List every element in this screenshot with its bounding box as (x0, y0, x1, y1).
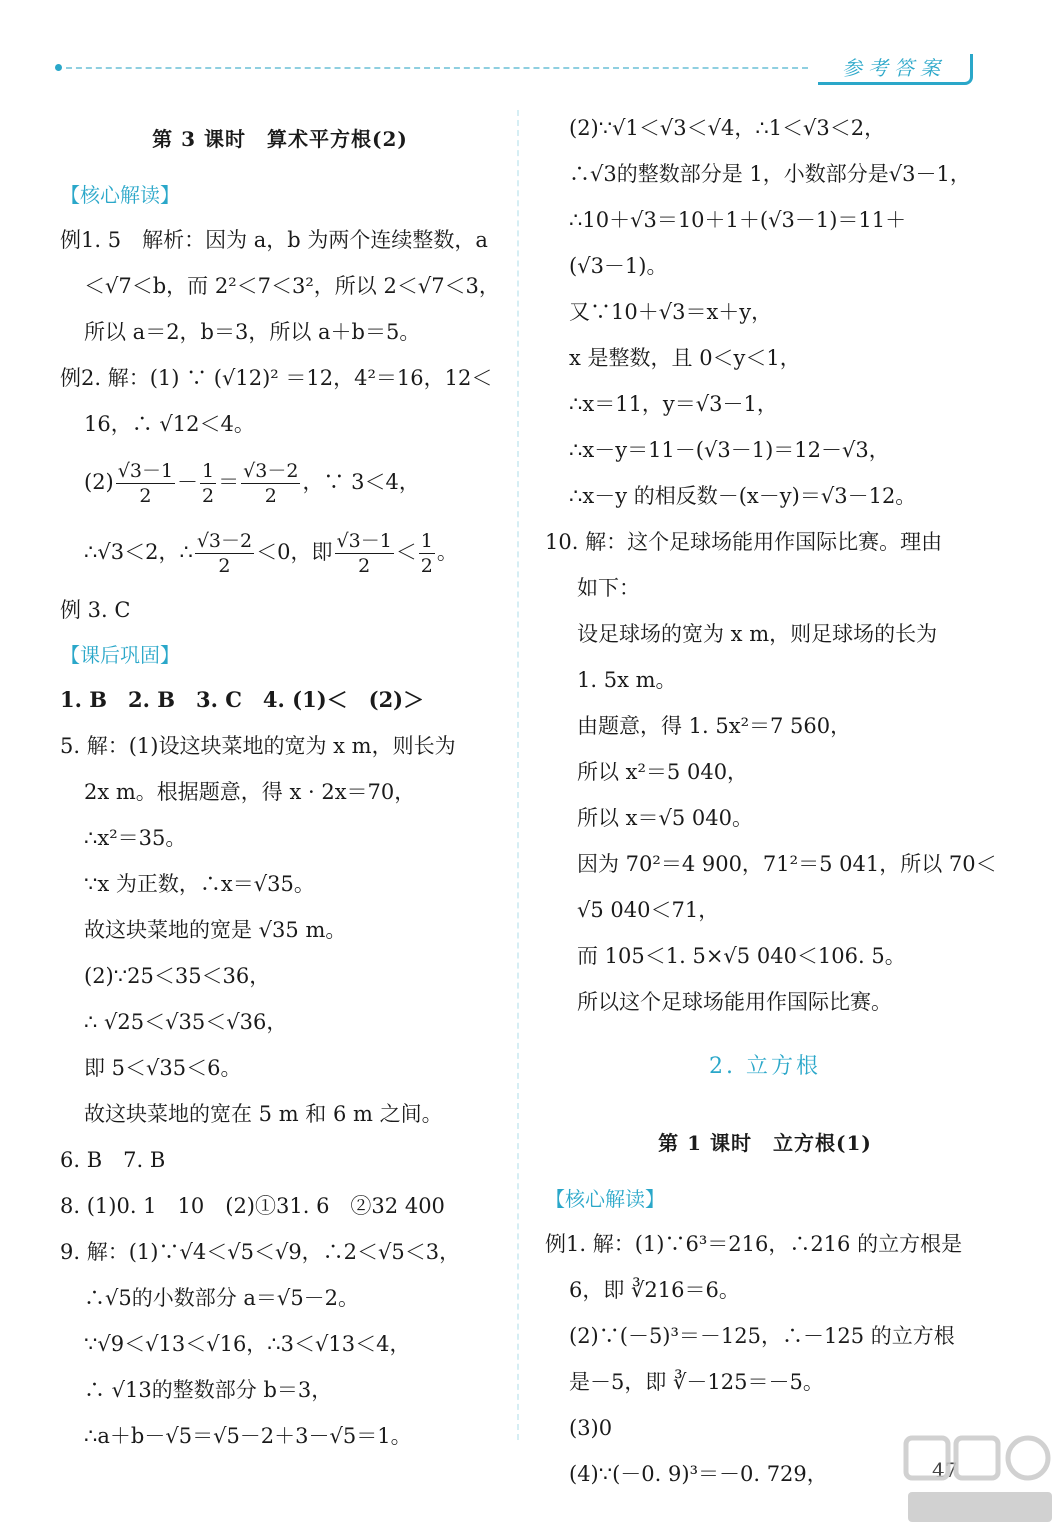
fraction (116, 459, 175, 507)
header-tab-label: 参考答案 (818, 54, 973, 85)
question-9-part-2-line-3: ∴10＋√3＝10＋1＋(√3－1)＝11＋ (569, 208, 907, 232)
example-1b-line-6: (4)∵(－0. 9)³＝－0. 729， (569, 1462, 828, 1486)
answers-6-7: 6. B 7. B (60, 1148, 166, 1172)
question-10-line-2: 如下： (577, 576, 640, 600)
fraction-numerator: 1 (420, 529, 433, 552)
section-tag-core-2: 【核心解读】 (545, 1187, 665, 1211)
left-column (60, 105, 500, 1459)
question-10-line-4: 1. 5x m。 (577, 668, 677, 692)
question-10-line-5: 由题意，得 1. 5x²＝7 560， (577, 714, 852, 738)
example-1b-line-1: 例1. 解：(1)∵6³＝216，∴216 的立方根是 (545, 1232, 963, 1256)
question-9-part-2-line-8: ∴x－y＝11－(√3－1)＝12－√3， (569, 438, 890, 462)
watermark-logo (900, 1430, 1060, 1530)
question-10-line-1: 10. 解：这个足球场能用作国际比赛。理由 (545, 530, 943, 554)
question-5-line-2: 2x m。根据题意，得 x · 2x＝70， (84, 780, 416, 804)
fraction (195, 529, 254, 577)
question-8: 8. (1)0. 1 10 (2)①31. 6 ②32 400 (60, 1194, 445, 1218)
right-column (545, 105, 997, 1497)
question-9-part-2-line-1: (2)∵√1＜√3＜√4，∴1＜√3＜2， (569, 116, 886, 140)
question-5-line-3: ∴x²＝35。 (84, 826, 187, 850)
fraction (200, 459, 216, 507)
question-10-line-8: 因为 70²＝4 900，71²＝5 041，所以 70＜ (577, 852, 997, 876)
example-2-line-1: 例2. 解：(1) ∵ (√12)² ＝12，4²＝16，12＜ (60, 366, 493, 390)
text-run: ＝ (218, 470, 240, 494)
question-10-line-6: 所以 x²＝5 040， (577, 760, 749, 784)
question-5-line-6: (2)∵25＜35＜36， (84, 964, 271, 988)
text-run: ＜ (395, 540, 417, 564)
question-10-line-10: 而 105＜1. 5×√5 040＜106. 5。 (577, 944, 906, 968)
question-9-line-2: ∴√5的小数部分 a＝√5－2。 (84, 1286, 360, 1310)
page-number: 47 (932, 1458, 958, 1482)
lesson-title-2: 第 1 课时 立方根(1) (658, 1131, 872, 1155)
question-5-line-7: ∴ √25＜√35＜√36， (84, 1010, 288, 1034)
fraction-numerator: √3－1 (117, 459, 174, 482)
text-run: ∴√3＜2，∴ (84, 540, 193, 564)
question-10-line-11: 所以这个足球场能用作国际比赛。 (577, 990, 892, 1014)
text-run: 。 (436, 540, 458, 564)
fraction (335, 529, 394, 577)
fraction-denominator: 2 (202, 484, 215, 507)
fraction-numerator: √3－2 (243, 459, 299, 482)
example-1b-line-3: (2)∵(－5)³＝－125，∴－125 的立方根 (569, 1324, 955, 1348)
example-2-line-4 (60, 517, 500, 587)
question-9-line-3: ∵√9＜√13＜√16，∴3＜√13＜4， (84, 1332, 411, 1356)
question-10-line-7: 所以 x＝√5 040。 (577, 806, 754, 830)
header-dashed-line (66, 67, 808, 69)
question-9-part-2-line-2: ∴√3的整数部分是 1，小数部分是√3－1， (569, 162, 971, 186)
question-9-part-2-line-6: x 是整数，且 0＜y＜1， (569, 346, 801, 370)
example-1b-line-4: 是－5，即 ∛－125＝－5。 (569, 1370, 824, 1394)
section-tag-review: 【课后巩固】 (60, 643, 180, 667)
question-10-line-3: 设足球场的宽为 x m，则足球场的长为 (577, 622, 938, 646)
text-run: ，∵ 3＜4， (302, 470, 420, 494)
page-header (0, 0, 1063, 100)
fraction (419, 529, 435, 577)
question-9-line-1: 9. 解：(1)∵√4＜√5＜√9，∴2＜√5＜3， (60, 1240, 461, 1264)
question-10-line-9: √5 040＜71， (577, 898, 720, 922)
text-run: (2) (84, 470, 114, 494)
fraction-denominator: 2 (358, 554, 371, 577)
lesson-title: 第 3 课时 算术平方根(2) (152, 127, 408, 151)
question-9-line-5: ∴a＋b－√5＝√5－2＋3－√5＝1。 (84, 1424, 412, 1448)
example-2-line-2: 16，∴ √12＜4。 (84, 412, 255, 436)
question-5-line-9: 故这块菜地的宽在 5 m 和 6 m 之间。 (84, 1102, 443, 1126)
fraction-numerator: 1 (202, 459, 215, 482)
question-5-line-1: 5. 解：(1)设这块菜地的宽为 x m，则长为 (60, 734, 456, 758)
text-run: ＜0，即 (256, 540, 333, 564)
question-9-part-2-line-7: ∴x＝11，y＝√3－1， (569, 392, 778, 416)
example-2-line-3 (60, 447, 500, 517)
answers-1-4: 1. B 2. B 3. C 4. (1)＜ (2)＞ (60, 687, 425, 712)
chapter-title: 2. 立方根 (709, 1054, 821, 1079)
fraction-numerator: √3－1 (336, 529, 392, 552)
fraction-denominator: 2 (420, 554, 433, 577)
example-1b-line-5: (3)0 (569, 1416, 613, 1440)
fraction (241, 459, 300, 507)
fraction-numerator: √3－2 (196, 529, 253, 552)
fraction-denominator: 2 (218, 554, 231, 577)
example-1-line-1: 例1. 5 解析：因为 a，b 为两个连续整数，a (60, 228, 488, 252)
example-1-line-3: 所以 a＝2，b＝3，所以 a＋b＝5。 (84, 320, 421, 344)
question-5-line-8: 即 5＜√35＜6。 (84, 1056, 242, 1080)
section-tag-core: 【核心解读】 (60, 183, 180, 207)
example-3: 例 3. C (60, 598, 131, 622)
text-run: － (177, 470, 199, 494)
question-9-part-2-line-4: (√3－1)。 (569, 254, 668, 278)
fraction-denominator: 2 (264, 484, 277, 507)
question-5-line-5: 故这块菜地的宽是 √35 m。 (84, 918, 347, 942)
example-1-line-2: ＜√7＜b，而 2²＜7＜3²，所以 2＜√7＜3， (84, 274, 500, 298)
question-9-part-2-line-9: ∴x－y 的相反数－(x－y)＝√3－12。 (569, 484, 917, 508)
example-1b-line-2: 6，即 ∛216＝6。 (569, 1278, 740, 1302)
column-divider (517, 110, 519, 1440)
question-5-line-4: ∵x 为正数，∴x＝√35。 (84, 872, 315, 896)
fraction-denominator: 2 (139, 484, 152, 507)
header-dot (55, 64, 62, 71)
question-9-line-4: ∴ √13的整数部分 b＝3， (84, 1378, 333, 1402)
question-9-part-2-line-5: 又∵10＋√3＝x＋y， (569, 300, 773, 324)
